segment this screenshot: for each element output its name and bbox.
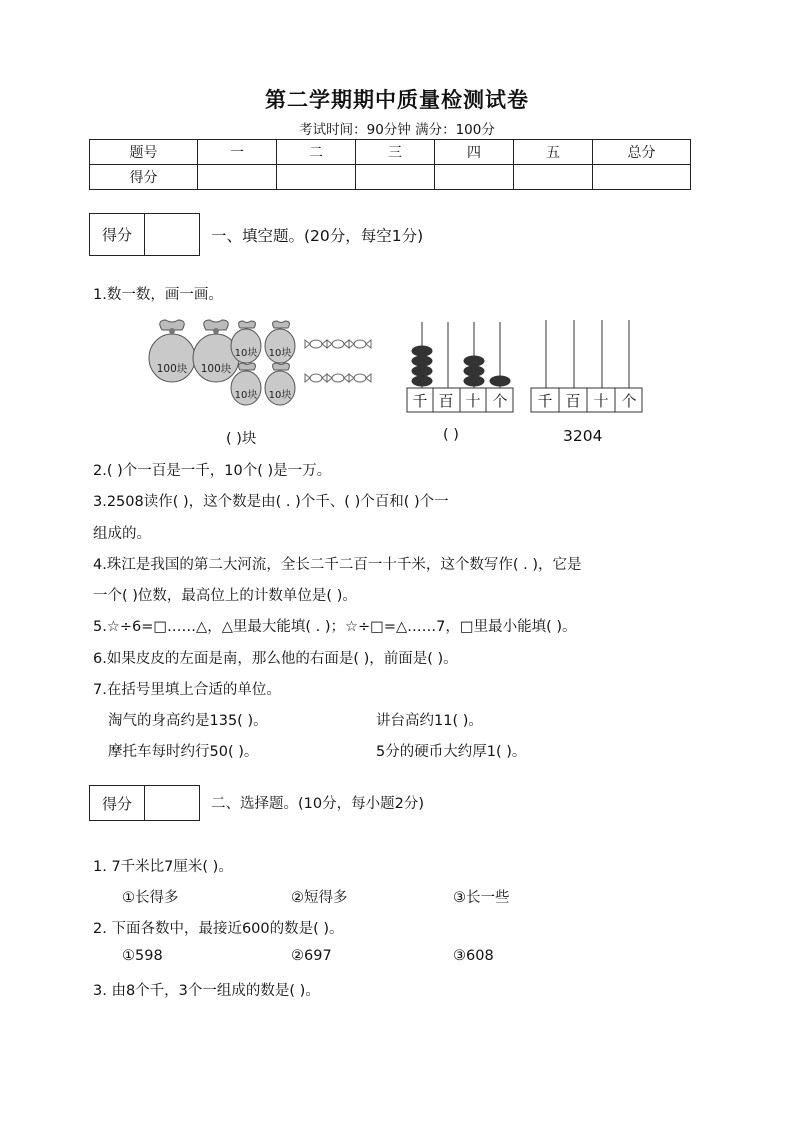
score-table-cell: 总分 <box>593 140 691 165</box>
score-blank[interactable] <box>514 165 593 190</box>
question-3-continued: 组成的。 <box>93 526 151 542</box>
question-5: 5.☆÷6=□……△，△里最大能填( . )；☆÷□=△……7，□里最小能填( )。 <box>93 619 577 635</box>
money-bag-100-icon <box>149 320 195 382</box>
section1-score-label: 得分 <box>90 214 145 255</box>
score-blank[interactable] <box>435 165 514 190</box>
choice-option[interactable]: ③608 <box>453 948 494 964</box>
choice-option[interactable]: ②697 <box>291 948 332 964</box>
abacus-label: 个 <box>492 392 508 410</box>
question-7-item: 摩托车每时约行50( )。 <box>108 744 259 760</box>
abacus-label: 十 <box>465 392 481 410</box>
abacus-label: 十 <box>593 392 609 410</box>
section1-score-box <box>89 213 200 256</box>
answer-blocks[interactable]: ( )块 <box>226 431 257 447</box>
score-table-cell: 五 <box>514 140 593 165</box>
choice-option[interactable]: ②短得多 <box>291 890 348 906</box>
svg-text:10块: 10块 <box>234 390 258 401</box>
choice-option[interactable]: ①长得多 <box>122 890 179 906</box>
score-table-cell: 四 <box>435 140 514 165</box>
question-7: 7.在括号里填上合适的单位。 <box>93 682 281 698</box>
answer-abacus-2-number: 3204 <box>563 427 603 445</box>
score-blank[interactable] <box>356 165 435 190</box>
page-title: 第二学期期中质量检测试卷 <box>265 87 529 112</box>
question-6: 6.如果皮皮的左面是南，那么他的右面是( )，前面是( )。 <box>93 651 458 667</box>
score-table-cell: 二 <box>277 140 356 165</box>
svg-text:100块: 100块 <box>156 363 188 375</box>
abacus-1 <box>407 322 513 412</box>
question-1: 1.数一数，画一画。 <box>93 287 223 303</box>
abacus-label: 千 <box>537 392 553 410</box>
score-blank[interactable] <box>198 165 277 190</box>
svg-text:10块: 10块 <box>234 348 258 359</box>
abacus-label: 千 <box>412 392 428 410</box>
score-blank[interactable] <box>277 165 356 190</box>
question-4: 4.珠江是我国的第二大河流，全长二千二百一十千米，这个数写作( . )，它是 <box>93 557 582 573</box>
score-blank[interactable] <box>593 165 691 190</box>
abacus-label: 百 <box>438 392 454 410</box>
abacus-label: 百 <box>565 392 581 410</box>
question-3: 3.2508读作( )，这个数是由( . )个千、( )个百和( )个一 <box>93 494 449 510</box>
question-7-item: 淘气的身高约是135( )。 <box>108 713 268 729</box>
choice-option[interactable]: ①598 <box>122 948 163 964</box>
choice-option[interactable]: ③长一些 <box>453 890 510 906</box>
score-table-header-row <box>90 140 691 165</box>
score-table-score-row <box>90 165 691 190</box>
choice-question-3: 3. 由8个千，3个一组成的数是( )。 <box>93 983 320 999</box>
score-table <box>89 139 691 190</box>
question-2: 2.( )个一百是一千，10个( )是一万。 <box>93 463 332 479</box>
section2-title: 二、选择题。(10分，每小题2分) <box>211 796 424 812</box>
score-table-cell: 题号 <box>90 140 198 165</box>
money-bag-10-icon <box>265 321 295 363</box>
counting-figure <box>140 312 660 416</box>
section1-title: 一、填空题。(20分，每空1分) <box>211 227 424 245</box>
section2-score-label: 得分 <box>90 786 145 820</box>
money-bag-10-icon <box>231 321 261 363</box>
money-bag-10-icon <box>265 363 295 405</box>
score-table-cell: 得分 <box>90 165 198 190</box>
svg-text:10块: 10块 <box>268 390 292 401</box>
question-4-continued: 一个( )位数，最高位上的计数单位是( )。 <box>93 588 357 604</box>
svg-text:10块: 10块 <box>268 348 292 359</box>
exam-info: 考试时间：90分钟 满分：100分 <box>299 122 495 138</box>
score-table-cell: 三 <box>356 140 435 165</box>
question-7-item: 讲台高约11( )。 <box>376 713 483 729</box>
abacus-2 <box>531 320 642 412</box>
abacus-label: 个 <box>621 392 637 410</box>
question-7-item: 5分的硬币大约厚1( )。 <box>376 744 527 760</box>
score-table-cell: 一 <box>198 140 277 165</box>
choice-question-2: 2. 下面各数中，最接近600的数是( )。 <box>93 921 344 937</box>
candy-icons <box>305 340 371 382</box>
section2-score-box <box>89 785 200 821</box>
answer-abacus-1[interactable]: ( ) <box>443 427 459 443</box>
choice-question-1: 1. 7千米比7厘米( )。 <box>93 859 233 875</box>
svg-text:100块: 100块 <box>200 363 232 375</box>
